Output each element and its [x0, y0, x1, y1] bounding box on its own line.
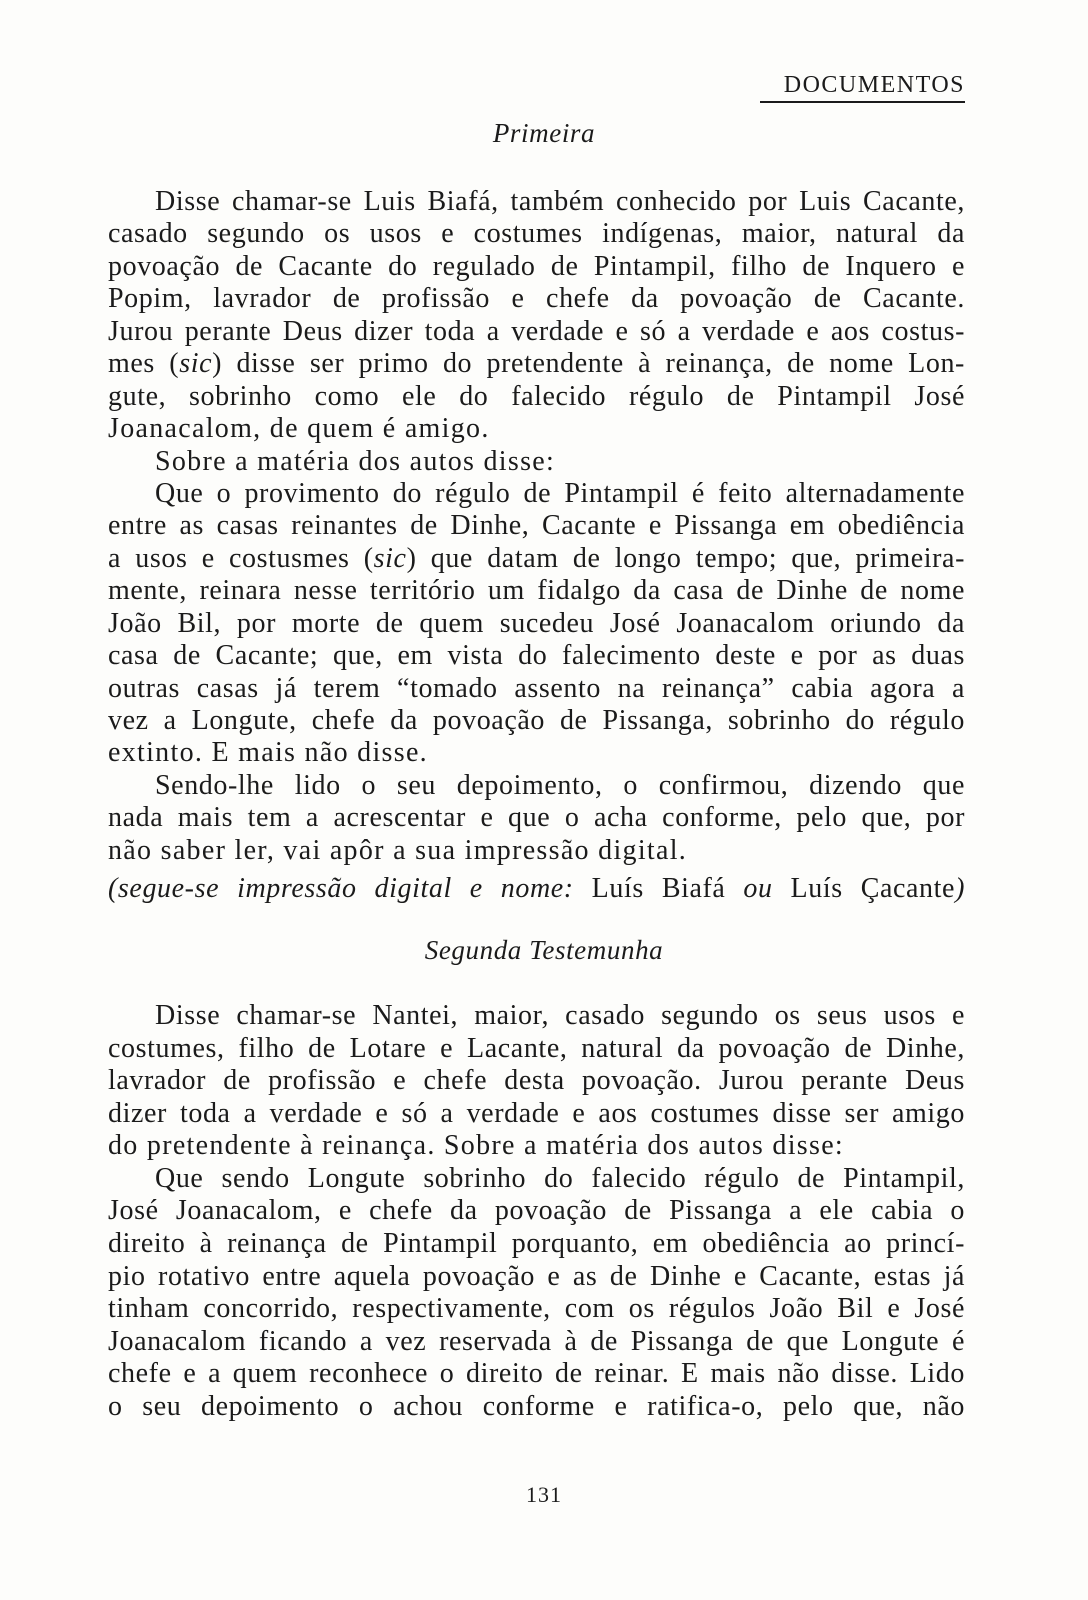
signature-note	[108, 873, 965, 905]
line-segment: João Bil, por morte de quem sucedeu José Joanacalom oriundo da	[108, 607, 965, 639]
text-line	[108, 705, 965, 737]
italic-term: sic	[179, 348, 213, 380]
text-line	[108, 608, 965, 640]
line-segment: entre as casas reinantes de Dinhe, Cacante e Pissanga em obediência	[108, 510, 965, 542]
line-segment: outras casas já terem “tomado assento na reinança” cabia agora a	[108, 672, 965, 704]
text-line: chefe e a quem reconhece o direito de reinar. E mais não disse. Lido	[108, 1358, 965, 1390]
text-line: do pretendente à reinança. Sobre a matéria dos autos disse:	[108, 1130, 845, 1162]
line-segment: mes (	[108, 348, 180, 380]
italic-segment: ou	[743, 873, 773, 904]
testimony-segunda	[108, 1000, 965, 1424]
text-line: lavrador de profissão e chefe desta povoação. Jurou perante Deus	[108, 1065, 965, 1097]
text-line	[108, 478, 965, 510]
text-line	[108, 413, 965, 445]
text-line: Disse chamar-se Nantei, maior, casado segundo os seus usos e	[155, 1000, 965, 1031]
text-line	[108, 835, 965, 867]
text-line	[108, 737, 965, 769]
page-number: 131	[526, 1482, 562, 1507]
text-line	[108, 802, 965, 834]
text-line	[108, 251, 965, 283]
italic-term: sic	[373, 542, 407, 574]
line-segment: a usos e costusmes (	[108, 542, 374, 574]
text-line: pio rotativo entre aquela povoação e as de Dinhe e Cacante, estas já	[108, 1260, 965, 1292]
text-line	[108, 186, 965, 218]
text-line	[108, 873, 965, 905]
witness-name: Luís Biafá	[573, 873, 744, 904]
italic-segment: (segue-se impressão digital e nome:	[108, 873, 574, 904]
text-line	[108, 543, 965, 575]
text-line: direito à reinança de Pintampil porquanto, em obediência ao princí-	[108, 1228, 965, 1260]
testimony-primeira	[108, 186, 965, 867]
header-rule	[760, 101, 965, 103]
text-line	[108, 575, 965, 607]
text-line	[108, 510, 965, 542]
text-line: o seu depoimento o achou conforme e ratifica-o, pelo que, não	[108, 1390, 965, 1422]
text-line	[108, 381, 965, 413]
witness-name: Luís Çacante	[772, 873, 956, 904]
line-segment: mente, reinara nesse território um fidalgo da casa de Dinhe de nome	[108, 575, 965, 607]
line-segment: extinto. E mais não disse.	[108, 737, 428, 769]
line-segment: Joanacalom, de quem é amigo.	[108, 413, 490, 445]
line-segment: casa de Cacante; que, em vista do falecimento deste e por as duas	[108, 640, 965, 672]
text-line: José Joanacalom, e chefe da povoação de Pissanga a ele cabia o	[108, 1195, 965, 1227]
running-header: DOCUMENTOS	[783, 72, 965, 98]
line-segment: não saber ler, vai apôr a sua impressão digital.	[108, 834, 688, 866]
line-segment: Sobre a matéria dos autos disse:	[155, 445, 556, 477]
text-line: costumes, filho de Lotare e Lacante, natural da povoação de Dinhe,	[108, 1032, 965, 1064]
text-line	[108, 348, 965, 380]
line-segment: ) que datam de longo tempo; que, primeira-	[406, 542, 965, 574]
line-segment: Jurou perante Deus dizer toda a verdade e só a verdade e aos costus-	[108, 315, 965, 347]
text-line	[108, 283, 965, 315]
line-segment: Popim, lavrador de profissão e chefe da povoação de Cacante.	[108, 283, 965, 315]
line-segment: casado segundo os usos e costumes indígenas, maior, natural da	[108, 218, 965, 250]
text-line: Que sendo Longute sobrinho do falecido régulo de Pintampil,	[155, 1162, 965, 1194]
text-line	[108, 770, 965, 802]
italic-segment: )	[955, 873, 965, 904]
line-segment: Sendo-lhe lido o seu depoimento, o confirmou, dizendo que	[155, 769, 965, 801]
line-segment: Que o provimento do régulo de Pintampil é feito alternadamente	[155, 477, 965, 509]
text-line	[108, 673, 965, 705]
text-line: Joanacalom ficando a vez reservada à de Pissanga de que Longute é	[108, 1325, 965, 1357]
text-line	[108, 218, 965, 250]
text-line: tinham concorrido, respectivamente, com os régulos João Bil e José	[108, 1293, 965, 1325]
line-segment: povoação de Cacante do regulado de Pintampil, filho de Inquero e	[108, 250, 965, 282]
line-segment: ) disse ser primo do pretendente à reinança, de nome Lon-	[212, 348, 965, 380]
line-segment: nada mais tem a acrescentar e que o acha conforme, pelo que, por	[108, 802, 965, 834]
line-segment: Disse chamar-se Luis Biafá, também conhecido por Luis Cacante,	[155, 186, 965, 217]
text-line	[108, 640, 965, 672]
section-title-primeira: Primeira	[492, 118, 596, 148]
section-title-segunda: Segunda Testemunha	[424, 935, 664, 965]
line-segment: vez a Longute, chefe da povoação de Pissanga, sobrinho do régulo	[108, 705, 965, 736]
text-line	[108, 446, 965, 478]
text-line	[108, 316, 965, 348]
text-line: dizer toda a verdade e só a verdade e aos costumes disse ser amigo	[108, 1097, 965, 1129]
line-segment: gute, sobrinho como ele do falecido régulo de Pintampil José	[108, 380, 965, 412]
